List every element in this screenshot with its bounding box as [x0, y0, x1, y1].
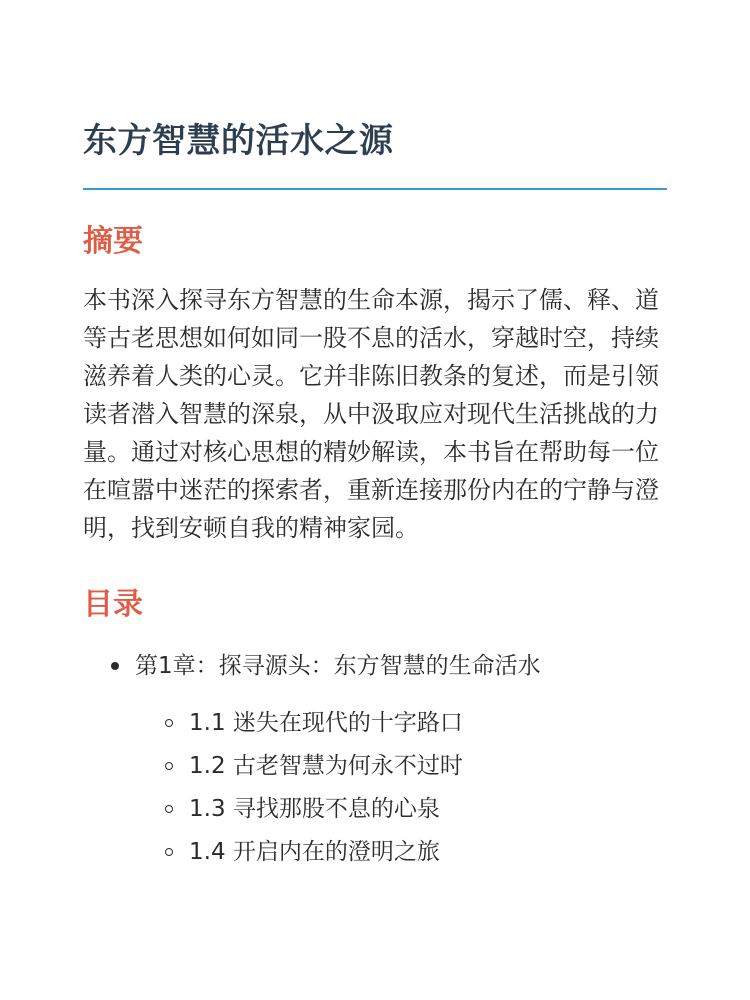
section-title: 1.3 寻找那股不息的心泉 [189, 796, 440, 822]
summary-paragraph: 本书深入探寻东方智慧的生命本源，揭示了儒、释、道等古老思想如何如同一股不息的活水，穿越时空，持续滋养着人类的心灵。它并非陈旧教条的复述，而是引领读者潜入智慧的深泉，从中汲取应对现代生活挑战的力量。通过对核心思想的精妙解读，本书旨在帮助每一位在喧嚣中迷茫的探索者，重新连接那份内在的宁静与澄明，找到安顿自我的精神家园。 [83, 286, 659, 542]
toc-heading: 目录 [83, 587, 143, 622]
section-title: 1.4 开启内在的澄明之旅 [189, 839, 440, 865]
chapter-sections [83, 704, 667, 871]
toc-chapter-1 [83, 647, 667, 871]
table-of-contents [83, 647, 667, 871]
summary-heading: 摘要 [83, 224, 143, 259]
bullet-circle-icon [165, 805, 173, 813]
page-title: 东方智慧的活水之源 [83, 121, 394, 161]
chapter-title: 第1章：探寻源头：东方智慧的生命活水 [135, 653, 541, 679]
bullet-circle-icon [165, 762, 173, 770]
bullet-circle-icon [165, 848, 173, 856]
bullet-circle-icon [165, 719, 173, 727]
toc-section-1-1 [83, 704, 667, 742]
bullet-disc-icon [111, 662, 119, 670]
toc-section-1-4 [83, 833, 667, 871]
section-title: 1.1 迷失在现代的十字路口 [189, 710, 463, 736]
toc-section-1-2 [83, 747, 667, 785]
toc-section-1-3 [83, 790, 667, 828]
section-title: 1.2 古老智慧为何永不过时 [189, 753, 463, 779]
title-divider [83, 188, 667, 190]
